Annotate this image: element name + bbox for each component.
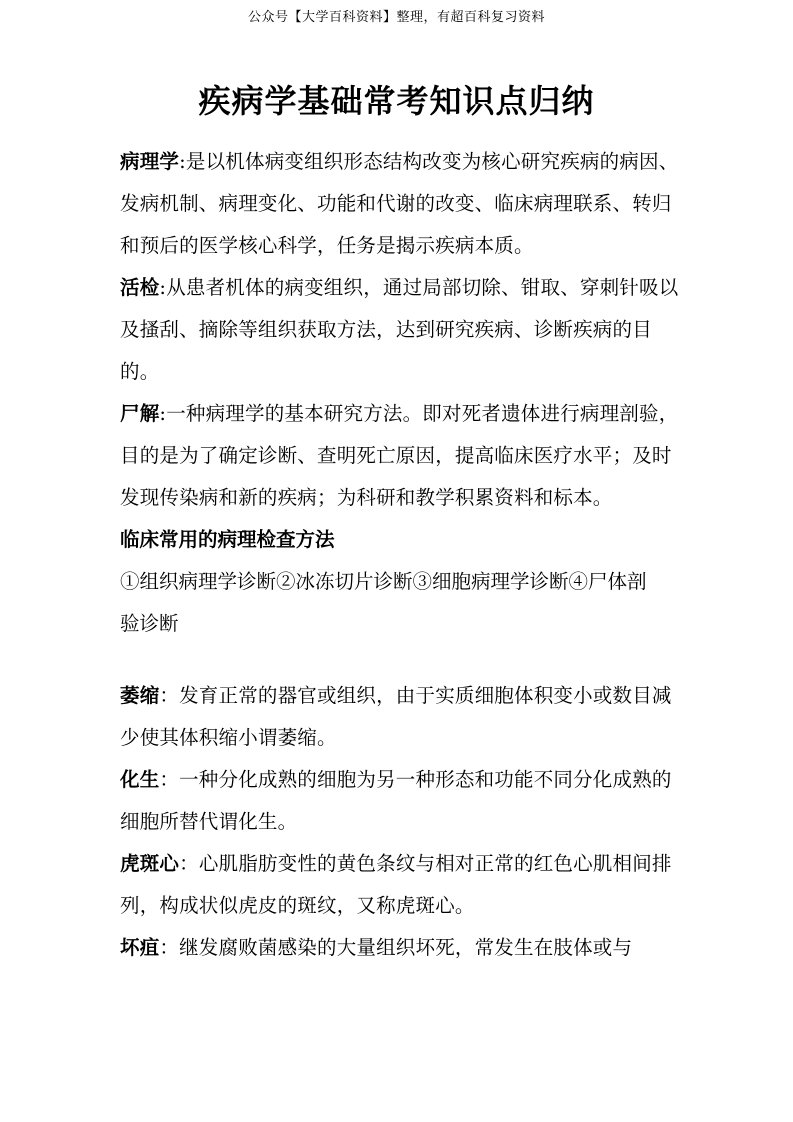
definition-text: 从患者机体的病变组织，通过局部切除、钳取、穿刺针吸以及搔刮、摘除等组织获取方法，达到研究疾病、诊断疾病的目的。: [120, 276, 679, 383]
definition-text: 一种病理学的基本研究方法。即对死者遗体进行病理剖验，目的是为了确定诊断、查明死亡原因，提高临床医疗水平；及时发现传染病和新的疾病；为科研和教学积累资料和标本。: [120, 402, 679, 509]
definition-separator: ：: [159, 768, 180, 791]
definition-tiger-heart: [120, 843, 680, 927]
header-note: 公众号【大学百科资料】整理，有超百科复习资料: [247, 10, 545, 25]
definition-term: 病理学: [120, 150, 180, 173]
definition-term: 尸解: [120, 402, 160, 425]
definition-text: 发育正常的器官或组织，由于实质细胞体积变小或数目减少使其体积缩小谓萎缩。: [120, 684, 672, 749]
definition-separator: :: [179, 150, 186, 173]
definition-term: 萎缩: [120, 684, 160, 707]
definition-separator: ：: [179, 852, 199, 875]
definition-term: 活检: [120, 276, 160, 299]
definition-text: 继发腐败菌感染的大量组织坏死，常发生在肢体或与: [179, 936, 633, 959]
definition-separator: :: [159, 402, 167, 425]
spacer: [120, 645, 680, 675]
definition-text: 是以机体病变组织形态结构改变为核心研究疾病的病因、发病机制、病理变化、功能和代谢的改变、临床病理联系、转归和预后的医学核心科学，任务是揭示疾病本质。: [120, 150, 679, 257]
definition-pathology: [120, 141, 680, 267]
definition-separator: :: [159, 276, 167, 299]
definition-metaplasia: [120, 759, 680, 843]
page-title: 疾病学基础常考知识点归纳: [198, 82, 595, 120]
definition-atrophy: [120, 675, 680, 759]
definition-biopsy: [120, 267, 680, 393]
definition-term: 虎斑心: [120, 852, 180, 875]
definition-gangrene: [120, 927, 680, 969]
definition-separator: ：: [159, 684, 180, 707]
document-body: [120, 141, 680, 969]
definition-text: 心肌脂肪变性的黄色条纹与相对正常的红色心肌相间排列，构成状似虎皮的斑纹，又称虎斑心。: [120, 852, 672, 917]
definition-term: 坏疽: [120, 936, 160, 959]
definition-text: 一种分化成熟的细胞为另一种形态和功能不同分化成熟的细胞所替代谓化生。: [120, 768, 672, 833]
definition-autopsy: [120, 393, 680, 519]
definition-separator: ：: [159, 936, 180, 959]
methods-list: ①组织病理学诊断②冰冻切片诊断③细胞病理学诊断④尸体剖验诊断: [120, 570, 647, 635]
definition-term: 化生: [120, 768, 160, 791]
section-heading-methods: 临床常用的病理检查方法: [120, 528, 335, 551]
